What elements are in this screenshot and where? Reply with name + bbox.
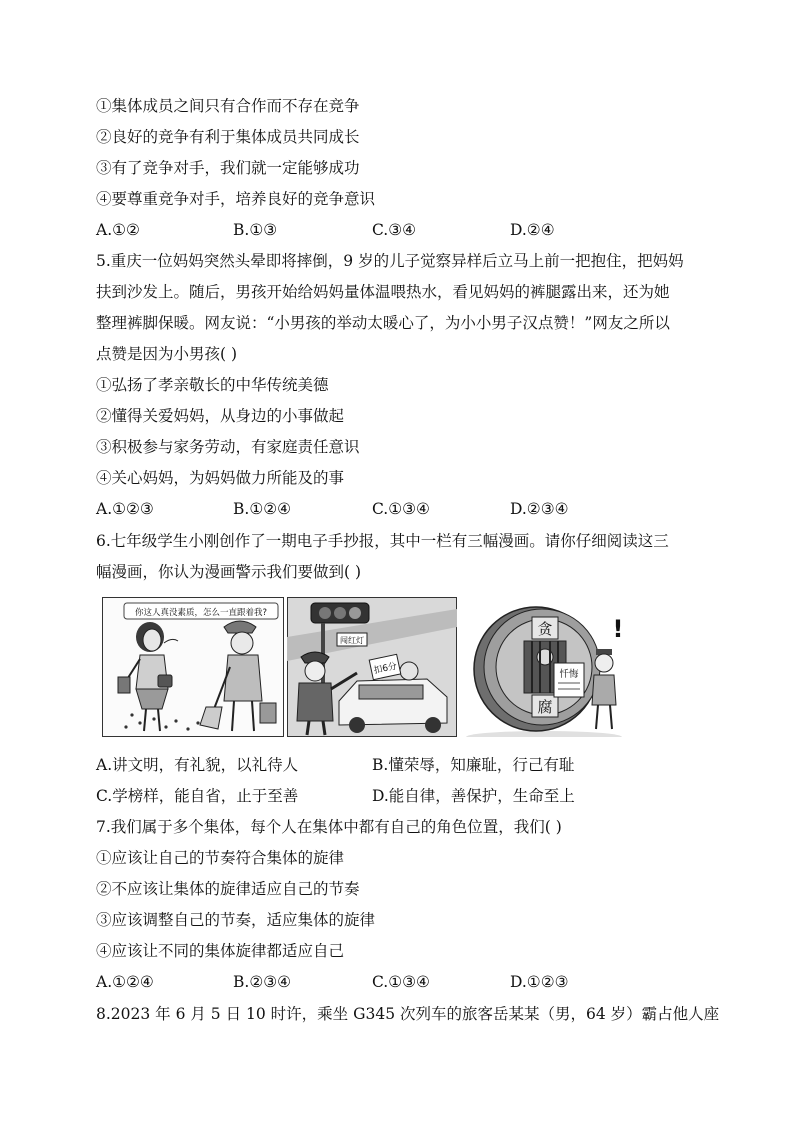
q7-option-b: B.②③④ <box>233 973 292 991</box>
comic3-coin-top: 贪 <box>537 620 553 638</box>
q7-statement-3: ③应该调整自己的节奏，适应集体的旋律 <box>96 911 376 929</box>
comic3-exclaim: ! <box>612 615 624 643</box>
q5-option-b: B.①②④ <box>233 500 292 518</box>
q5-statement-1: ①弘扬了孝亲敬长的中华传统美德 <box>96 376 329 394</box>
comic-panel-littering <box>102 597 284 737</box>
q5-statement-4: ④关心妈妈，为妈妈做力所能及的事 <box>96 469 345 487</box>
q7-option-c: C.①③④ <box>372 973 430 991</box>
q5-stem-line-4: 点赞是因为小男孩( ) <box>96 345 238 363</box>
q5-option-c: C.①③④ <box>372 500 430 518</box>
q7-statement-2: ②不应该让集体的旋律适应自己的节奏 <box>96 880 360 898</box>
comic3-coin-bottom: 腐 <box>537 698 553 716</box>
comic-strip <box>102 597 650 737</box>
comic1-caption: 你这人真没素质，怎么一直跟着我? <box>134 608 268 618</box>
q4-option-a: A.①② <box>96 221 140 239</box>
q4-statement-3: ③有了竞争对手，我们就一定能够成功 <box>96 159 360 177</box>
comic3-paper: 忏悔 <box>559 669 579 680</box>
comic-panel-red-light <box>287 597 457 737</box>
comic-panel-corruption <box>462 597 650 737</box>
q5-stem-line-1: 5.重庆一位妈妈突然头晕即将摔倒，9 岁的儿子觉察异样后立马上前一把抱住，把妈妈 <box>96 252 684 270</box>
q6-stem-line-2: 幅漫画，你认为漫画警示我们要做到( ) <box>96 563 362 581</box>
q6-option-b: B.懂荣辱，知廉耻，行己有耻 <box>372 756 575 774</box>
q7-option-a: A.①②④ <box>96 973 154 991</box>
comic2-ticket: 扣6分 <box>372 661 399 677</box>
q7-statement-1: ①应该让自己的节奏符合集体的旋律 <box>96 849 345 867</box>
q8-stem: 8.2023 年 6 月 5 日 10 时许，乘坐 G345 次列车的旅客岳某某（男，64 岁）霸占他人座 <box>96 1005 720 1023</box>
q4-statement-2: ②良好的竞争有利于集体成员共同成长 <box>96 128 360 146</box>
q6-stem-line-1: 6.七年级学生小刚创作了一期电子手抄报，其中一栏有三幅漫画。请你仔细阅读这三 <box>96 532 669 550</box>
q6-option-c: C.学榜样，能自省，止于至善 <box>96 787 299 805</box>
q4-option-c: C.③④ <box>372 221 417 239</box>
q5-option-a: A.①②③ <box>96 500 154 518</box>
littering-illustration <box>102 597 284 737</box>
q4-statement-1: ①集体成员之间只有合作而不存在竞争 <box>96 97 360 115</box>
q7-statement-4: ④应该让不同的集体旋律都适应自己 <box>96 942 345 960</box>
q5-stem-line-3: 整理裤脚保暖。网友说：“小男孩的举动太暖心了，为小小男子汉点赞！”网友之所以 <box>96 314 670 332</box>
q5-statement-3: ③积极参与家务劳动，有家庭责任意识 <box>96 438 360 456</box>
q4-option-d: D.②④ <box>510 221 555 239</box>
q4-option-b: B.①③ <box>233 221 278 239</box>
q5-stem-line-2: 扶到沙发上。随后，男孩开始给妈妈量体温喂热水，看见妈妈的裤腿露出来，还为她 <box>96 283 670 301</box>
comic2-sign: 闯红灯 <box>340 636 364 645</box>
corruption-illustration <box>462 597 650 737</box>
red-light-illustration <box>287 597 457 737</box>
q7-option-d: D.①②③ <box>510 973 569 991</box>
q7-stem: 7.我们属于多个集体，每个人在集体中都有自己的角色位置，我们( ) <box>96 818 562 836</box>
q6-option-d: D.能自律，善保护，生命至上 <box>372 787 575 805</box>
q5-option-d: D.②③④ <box>510 500 569 518</box>
q4-statement-4: ④要尊重竞争对手，培养良好的竞争意识 <box>96 190 376 208</box>
q6-option-a: A.讲文明，有礼貌，以礼待人 <box>96 756 299 774</box>
q5-statement-2: ②懂得关爱妈妈，从身边的小事做起 <box>96 407 345 425</box>
